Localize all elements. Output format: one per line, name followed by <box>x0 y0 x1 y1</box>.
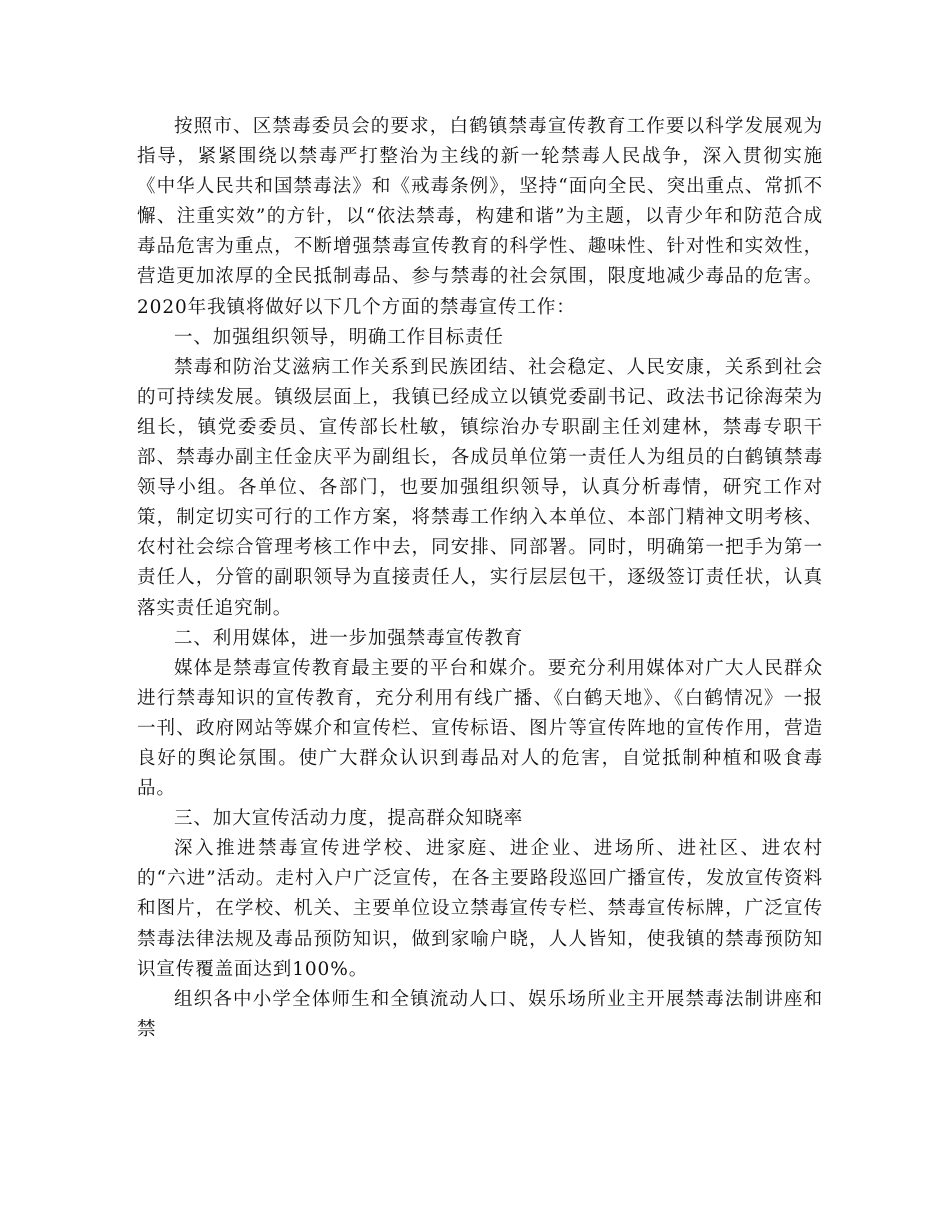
paragraph-intro: 按照市、区禁毒委员会的要求，白鹤镇禁毒宣传教育工作要以科学发展观为指导，紧紧围绕以禁毒严打整治为主线的新一轮禁毒人民战争，深入贯彻实施《中华人民共和国禁毒法》和《戒毒条例》，坚持“面向全民、突出重点、常抓不懈、注重实效”的方针，以“依法禁毒，构建和谐”为主题，以青少年和防范合成毒品危害为重点，不断增强禁毒宣传教育的科学性、趣味性、针对性和实效性，营造更加浓厚的全民抵制毒品、参与禁毒的社会氛围，限度地减少毒品的危害。2020年我镇将做好以下几个方面的禁毒宣传工作： <box>137 116 823 318</box>
document-body <box>137 112 823 1045</box>
section-heading-3: 三、加大宣传活动力度，提高群众知晓率 <box>174 808 524 830</box>
section-heading-1: 一、加强组织领导，明确工作目标责任 <box>174 326 504 348</box>
paragraph-lectures: 组织各中小学全体师生和全镇流动人口、娱乐场所业主开展禁毒法制讲座和禁 <box>137 988 823 1040</box>
paragraph-activities: 深入推进禁毒宣传进学校、进家庭、进企业、进场所、进社区、进农村的“六进”活动。走村入户广泛宣传，在各主要路段巡回广播宣传，发放宣传资料和图片，在学校、机关、主要单位设立禁毒宣传专栏、禁毒宣传标牌，广泛宣传禁毒法律法规及毒品预防知识，做到家喻户晓，人人皆知，使我镇的禁毒预防知识宣传覆盖面达到100%。 <box>137 838 823 980</box>
paragraph-media: 媒体是禁毒宣传教育最主要的平台和媒介。要充分利用媒体对广大人民群众进行禁毒知识的宣传教育，充分利用有线广播、《白鹤天地》、《白鹤情况》一报一刊、政府网站等媒介和宣传栏、宣传标语、图片等宣传阵地的宣传作用，营造良好的舆论氛围。使广大群众认识到毒品对人的危害，自觉抵制种植和吸食毒品。 <box>137 657 823 800</box>
section-heading-2: 二、利用媒体，进一步加强禁毒宣传教育 <box>174 627 524 649</box>
paragraph-organization: 禁毒和防治艾滋病工作关系到民族团结、社会稳定、人民安康，关系到社会的可持续发展。镇级层面上，我镇已经成立以镇党委副书记、政法书记徐海荣为组长，镇党委委员、宣传部长杜敏，镇综治办专职副主任刘建林，禁毒专职干部、禁毒办副主任金庆平为副组长，各成员单位第一责任人为组员的白鹤镇禁毒领导小组。各单位、各部门，也要加强组织领导，认真分析毒情，研究工作对策，制定切实可行的工作方案，将禁毒工作纳入本单位、本部门精神文明考核、农村社会综合管理考核工作中去，同安排、同部署。同时，明确第一把手为第一责任人，分管的副职领导为直接责任人，实行层层包干，逐级签订责任状，认真落实责任追究制。 <box>137 356 823 619</box>
